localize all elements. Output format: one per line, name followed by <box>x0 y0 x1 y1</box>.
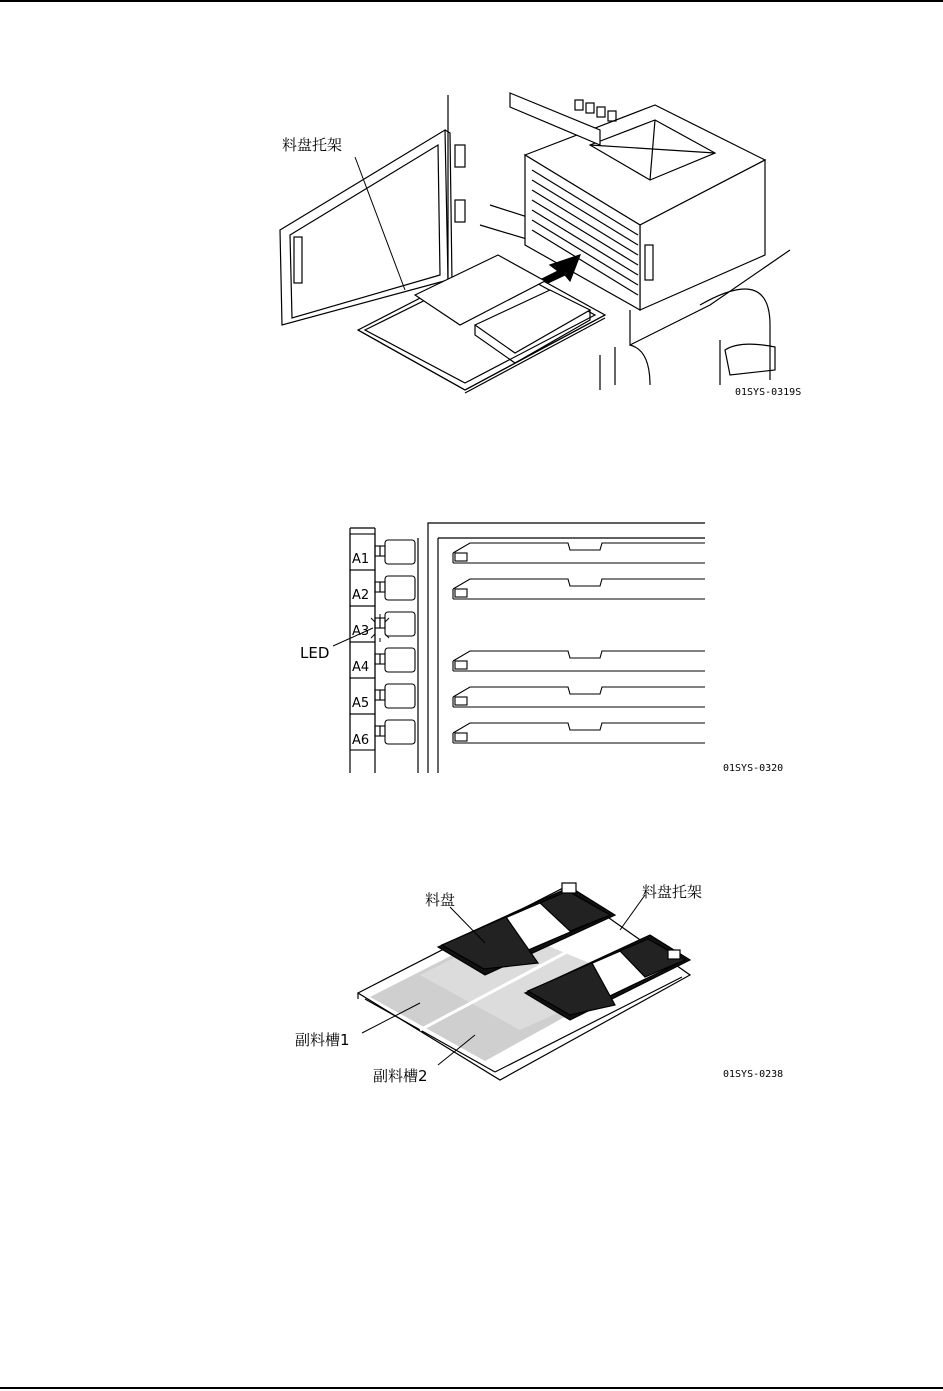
callout-tray-bracket: 料盘托架 <box>642 883 703 901</box>
slot-label-a5: A5 <box>352 696 370 711</box>
door-hinge-upper <box>455 145 465 167</box>
figure-tray-bracket-removal <box>270 85 810 405</box>
slot-led-a6 <box>375 726 380 736</box>
slot-leds-drawing <box>295 518 795 778</box>
tray-layout-drawing <box>270 875 800 1090</box>
slot-led-a2 <box>375 582 380 592</box>
callout-led: LED <box>300 644 330 662</box>
page-bottom-rule <box>0 1387 943 1389</box>
callout-tray-bracket: 料盘托架 <box>282 136 343 154</box>
door-hinge-lower <box>455 200 465 222</box>
slot-rows <box>350 534 705 750</box>
tray-rail-stop-a1 <box>455 553 467 561</box>
device-unit <box>525 105 765 310</box>
tray-rail-a1 <box>453 543 705 553</box>
slot-lever-a1 <box>385 540 415 564</box>
slot-lever-a6 <box>385 720 415 744</box>
figure-code: 01SYS-0238 <box>723 1069 784 1080</box>
callout-sub-slot-1: 副料槽1 <box>295 1031 350 1049</box>
figure-tray-layout <box>270 875 800 1090</box>
slot-lever-a4 <box>385 648 415 672</box>
slot-label-a1: A1 <box>352 552 370 567</box>
slot-lever-a5 <box>385 684 415 708</box>
slot-label-a6: A6 <box>352 733 370 748</box>
figure-slot-leds <box>295 518 795 778</box>
slot-led-a1 <box>375 546 380 556</box>
tray-rail-stop-a5 <box>455 697 467 705</box>
slot-led-a4 <box>375 654 380 664</box>
slot-led-a5 <box>375 690 380 700</box>
slot-lever-pin-a3 <box>380 618 385 628</box>
slot-lever-pin-a4 <box>380 654 385 664</box>
rear-connectors <box>510 93 616 145</box>
slot-lever-a3 <box>385 612 415 636</box>
tray-bracket-removal-drawing <box>270 85 810 405</box>
slot-lever-pin-a1 <box>380 546 385 556</box>
slot-label-a2: A2 <box>352 588 370 603</box>
tray-rail-a4 <box>453 651 705 661</box>
tray-rail-a5 <box>453 687 705 697</box>
slot-label-a4: A4 <box>352 660 370 675</box>
slot-lever-pin-a5 <box>380 690 385 700</box>
callout-tray: 料盘 <box>425 891 456 909</box>
page-top-rule <box>0 0 943 2</box>
slot-led-a3 <box>375 618 380 628</box>
callout-sub-slot-2: 副料槽2 <box>373 1067 428 1085</box>
tray-rail-a2 <box>453 579 705 589</box>
slot-lever-a2 <box>385 576 415 600</box>
tray-rail-stop-a6 <box>455 733 467 741</box>
slot-lever-pin-a6 <box>380 726 385 736</box>
slot-lever-pin-a2 <box>380 582 385 592</box>
figure-code: 01SYS-0320 <box>723 763 784 774</box>
tray-rail-a6 <box>453 723 705 733</box>
tray-rail-stop-a4 <box>455 661 467 669</box>
tray-rail-stop-a2 <box>455 589 467 597</box>
slot-label-a3: A3 <box>352 624 370 639</box>
figure-code: 01SYS-0319S <box>735 387 802 398</box>
